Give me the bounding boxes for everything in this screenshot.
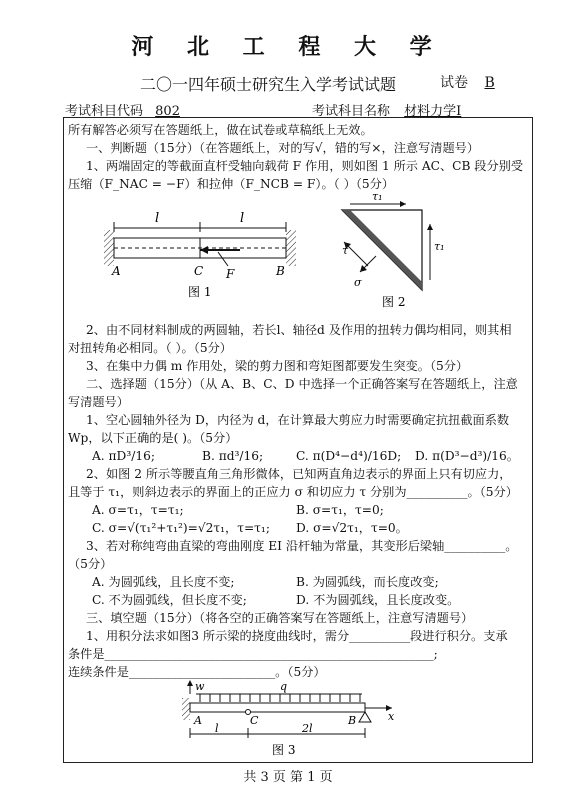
figure-1	[100, 200, 300, 300]
q2-3-suffix: （5分）	[68, 557, 113, 571]
q3-1-line-b: 条件是______________________________________________________;	[68, 647, 438, 661]
paper-value: B	[484, 75, 495, 91]
university-name: 河 北 工 程 大 学	[131, 35, 445, 60]
label-A: A	[194, 714, 202, 727]
q2-1-opt-a: A. πD³/16;	[92, 449, 155, 463]
q2-2-line-a: 2、如图 2 所示等腰直角三角形微体，已知两直角边表示的界面上只有切应力，	[86, 467, 512, 481]
q2-3-opt-a: A. 为圆弧线，且长度不变;	[92, 575, 235, 589]
q3-1-line-a: 1、用积分法求如图3 所示梁的挠度曲线时，需分__________段进行积分。支承	[86, 629, 508, 643]
q3-1-line-c: 连续条件是________________________。（5分）	[68, 665, 326, 679]
label-F: F	[226, 267, 235, 281]
tau1-top: τ₁	[372, 190, 383, 203]
fixed-support	[182, 698, 190, 720]
q2-2-opt-c: C. σ=√(τ₁²+τ₁²)=√2τ₁，τ=τ₁;	[92, 521, 270, 535]
q1-1-line-a: 1、两端固定的等截面直杆受轴向载荷 F 作用，则如图 1 所示 AC、CB 段分别受	[86, 159, 524, 173]
figure-3	[180, 678, 400, 760]
section-2-title: 二、选择题（15分）（从 A、B、C、D 中选择一个正确答案写在答题纸上，注意	[86, 377, 518, 391]
label-A: A	[112, 264, 121, 278]
q2-1-opt-b: B. πd³/16;	[202, 449, 264, 463]
paper-label: 试卷	[440, 75, 468, 91]
distributed-load-arrows	[200, 694, 360, 702]
paper-version	[440, 72, 507, 92]
label-q: q	[280, 680, 288, 693]
sigma: σ	[354, 276, 362, 289]
q2-1-opt-c: C. π(D⁴−d⁴)/16D;	[296, 449, 402, 463]
q2-1-opt-d: D. π(D³−d³)/16。	[415, 449, 519, 463]
q2-1-line-a: 1、空心圆轴外径为 D，内径为 d，在计算最大剪应力时需要确定抗扭截面系数	[86, 413, 510, 427]
code-label: 考试科目代码	[65, 104, 144, 119]
label-l1: l	[155, 211, 160, 226]
q2-1-line-b: Wp，以下正确的是( )。（5分）	[68, 431, 238, 445]
label-C: C	[250, 714, 259, 727]
label-l2: l	[240, 211, 245, 226]
right-wall	[286, 230, 296, 266]
section-1-title: 一、判断题（15分）（在答题纸上，对的写√，错的写×，注意写清题号）	[86, 141, 480, 155]
label-l: l	[215, 722, 219, 735]
q1-2-line-b: 对扭转角必相同。（ ）。（5分）	[68, 341, 232, 355]
label-B: B	[348, 714, 357, 727]
label-B: B	[276, 264, 285, 278]
page-footer: 共 3 页 第 1 页	[243, 770, 333, 785]
tau: τ	[342, 244, 349, 257]
tau1-right: τ₁	[434, 240, 445, 253]
q1-3: 3、在集中力偶 m 作用处，梁的剪力图和弯矩图都要发生突变。（5分）	[86, 359, 469, 373]
fig3-caption: 图 3	[272, 743, 296, 757]
q2-2-line-b: 且等于 τ₁，则斜边表示的界面上的正应力 σ 和切应力 τ 分别为__________。（5分）	[68, 485, 518, 499]
figure-2	[320, 190, 460, 312]
q2-2-opt-d: D. σ=√2τ₁，τ=0。	[296, 521, 408, 535]
label-C: C	[194, 264, 204, 278]
section-3-title: 三、填空题（15分）（将各空的正确答案写在答题纸上，注意写清题号）	[86, 611, 474, 625]
code-value: 802	[155, 104, 180, 119]
section-2-title-b: 写清题号）	[68, 395, 129, 409]
fig1-caption: 图 1	[188, 285, 212, 299]
fig2-caption: 图 2	[382, 295, 406, 309]
q2-3-opt-c: C. 不为圆弧线，但长度不变;	[92, 593, 247, 607]
q1-1-line-b: 压缩（F_NAC = −F）和拉伸（F_NCB = F）。（ ）（5分）	[68, 177, 395, 191]
label-2l: 2l	[302, 722, 313, 735]
left-wall	[104, 230, 114, 266]
q2-3: 3、若对称纯弯曲直梁的弯曲刚度 EI 沿杆轴为常量，其变形后梁轴__________。	[86, 539, 518, 553]
name-value: 材料力学Ⅰ	[404, 104, 462, 119]
label-x: x	[388, 710, 395, 723]
roller-support	[359, 712, 371, 722]
beam	[190, 703, 365, 712]
q2-3-opt-d: D. 不为圆弧线，且长度改变。	[296, 593, 460, 607]
q2-3-opt-b: B. 为圆弧线，而长度改变;	[296, 575, 439, 589]
exam-title: 二〇一四年硕士研究生入学考试试题	[140, 75, 397, 94]
q1-2-line-a: 2、由不同材料制成的两圆轴，若长l、轴径d 及作用的扭转力偶均相同，则其相	[86, 323, 512, 337]
name-label: 考试科目名称	[312, 104, 391, 119]
label-w: w	[195, 680, 205, 693]
q2-2-opt-b: B. σ=τ₁，τ=0;	[296, 503, 384, 517]
q2-2-opt-a: A. σ=τ₁，τ=τ₁;	[92, 503, 184, 517]
notice: 所有解答必须写在答题纸上，做在试卷或草稿纸上无效。	[68, 123, 373, 137]
arrow-head	[200, 246, 208, 254]
